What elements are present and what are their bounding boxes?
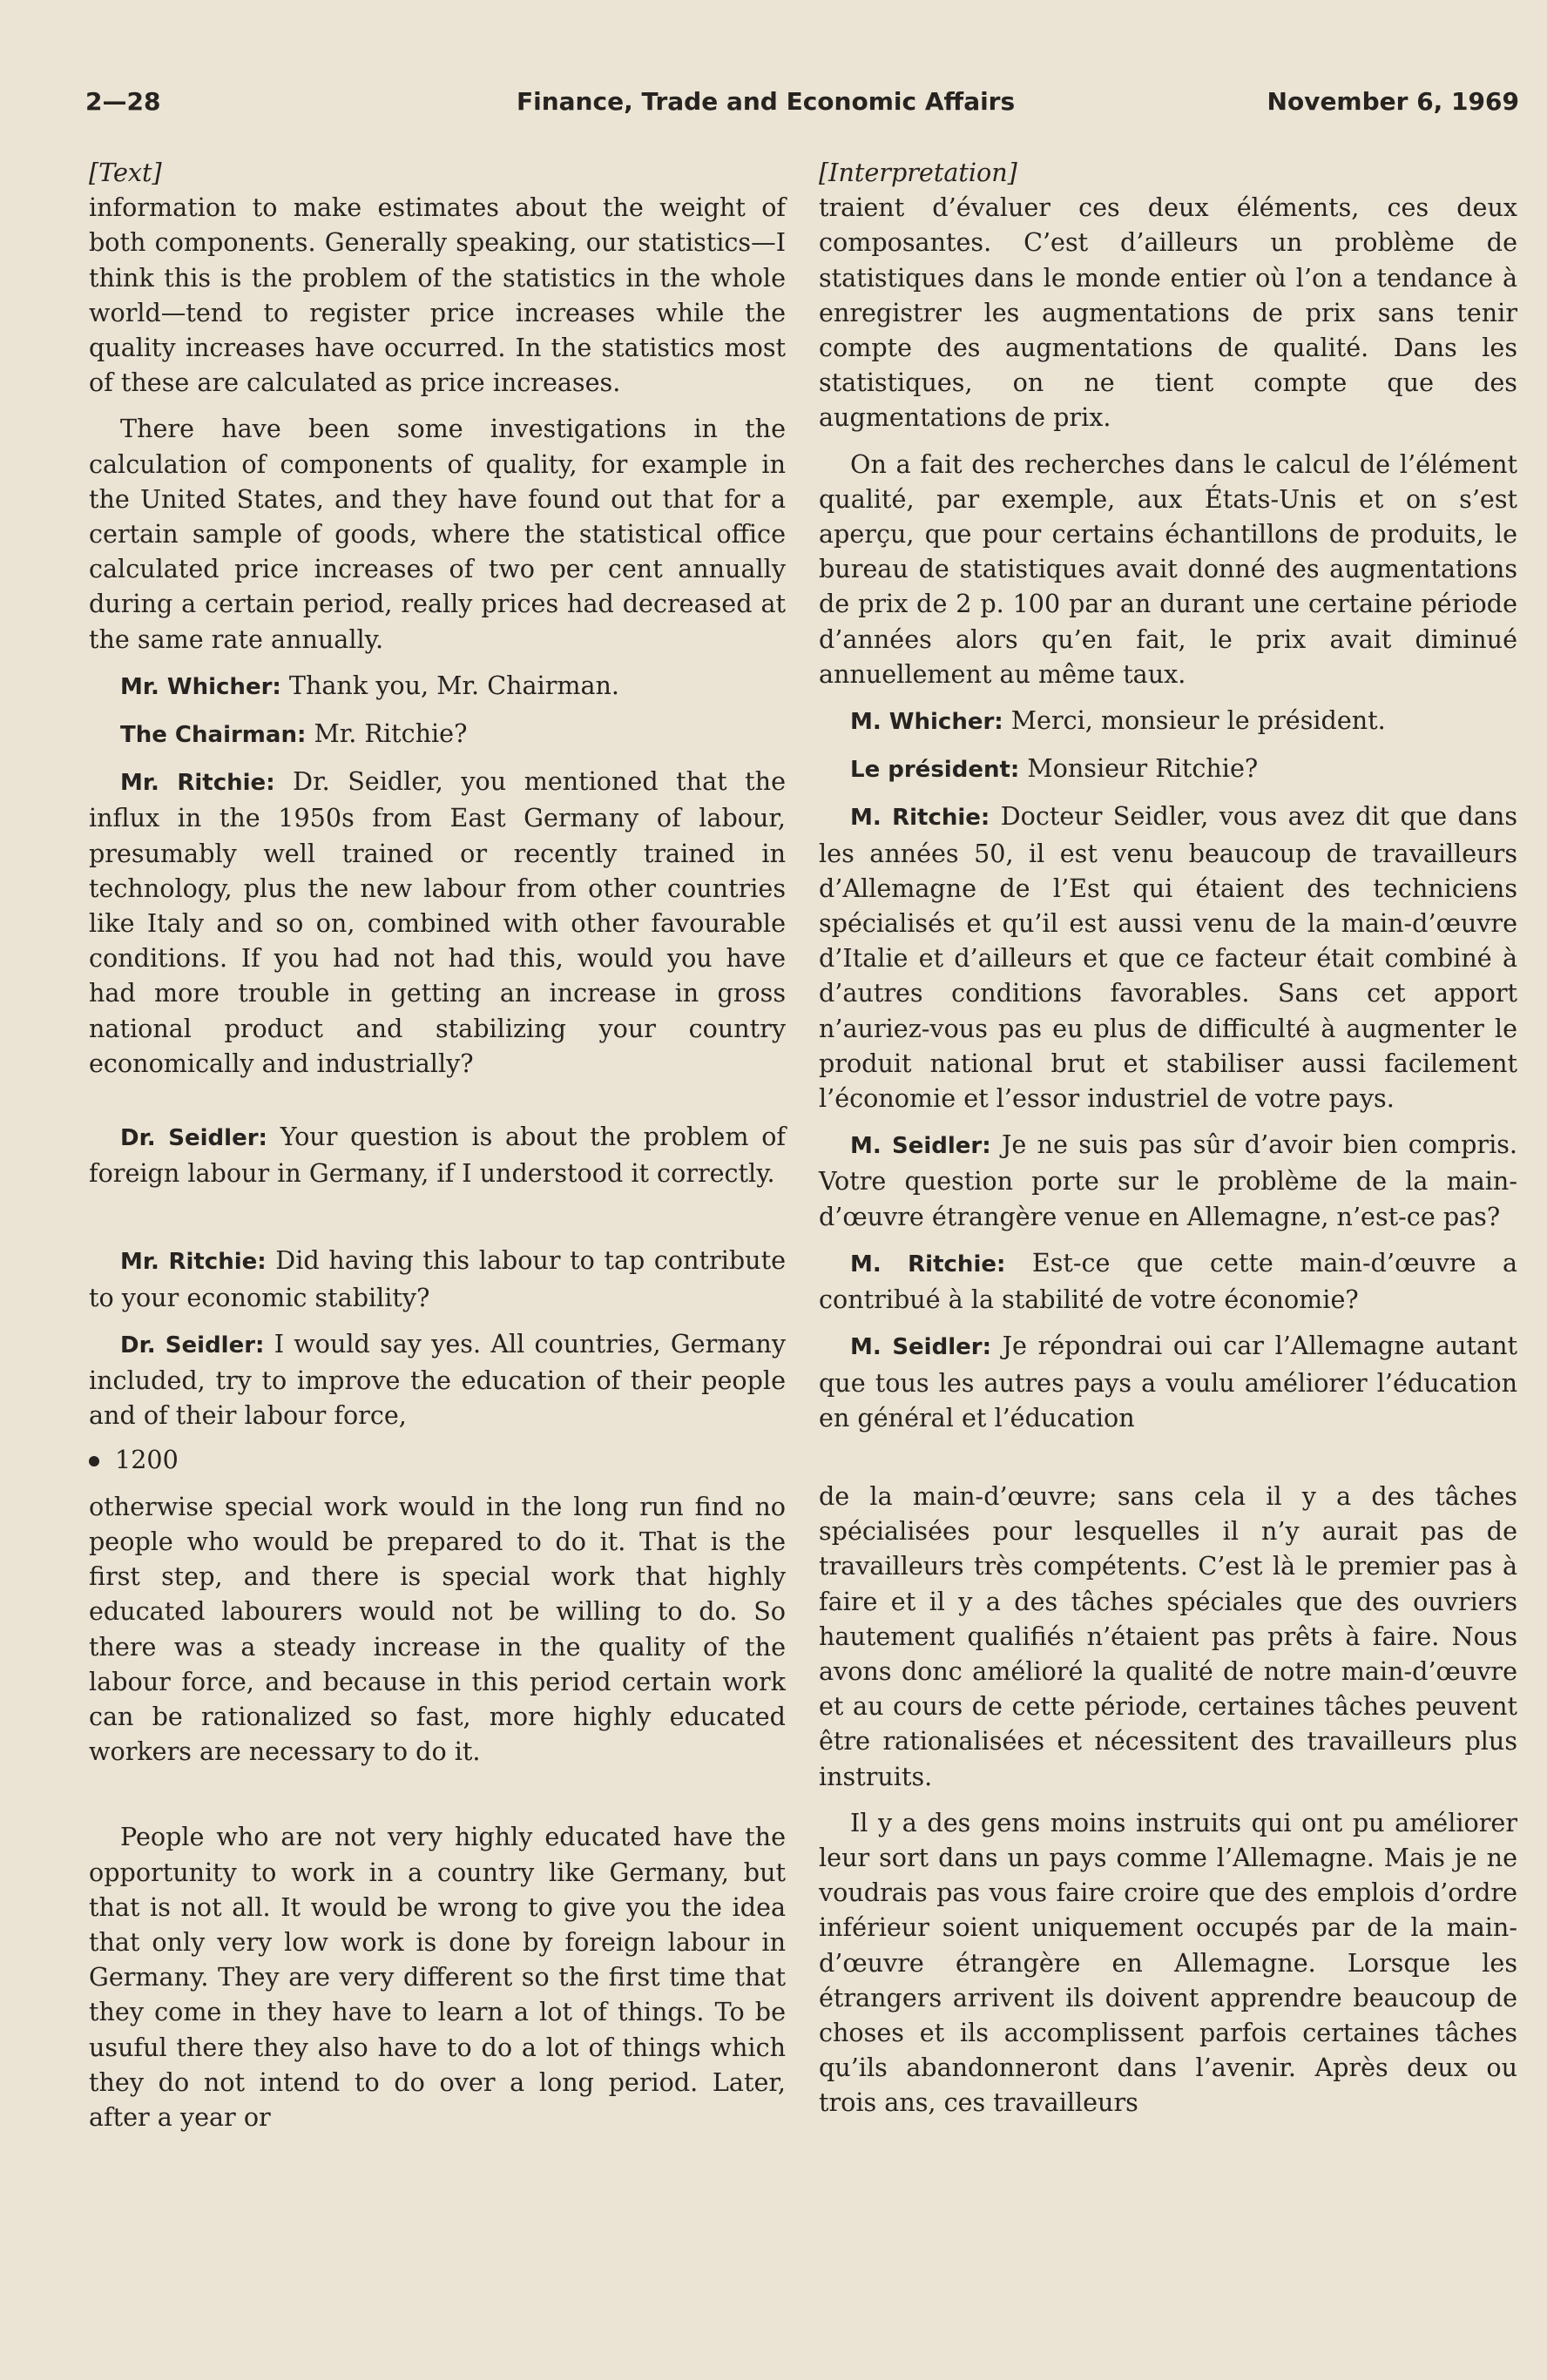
speaker-paragraph: [819, 751, 1517, 787]
speaker-name: M. Seidler:: [850, 1133, 991, 1160]
journal-title: Finance, Trade and Economic Affairs: [517, 87, 1016, 116]
column-label: [Interpretation]: [819, 158, 1017, 187]
bullet-icon: [89, 1456, 99, 1466]
french-text-column: [819, 155, 1517, 2132]
speech-text: Thank you, Mr. Chairman.: [288, 670, 620, 700]
paragraph: There have been some investigations in the calculation of components of quality, for example in the United States, and they have found out that for a certain sample of goods, where the statistical office calculated price increases of two per cent annually during a certain period, really prices had decreased at the same rate annually.: [89, 414, 786, 654]
speech-text: Docteur Seidler, vous avez dit que dans les années 50, il est venu beaucoup de travailleurs d’Allemagne de l’Est qui étaient des techniciens spécialisés et qu’il est aussi venu de la main-d’œuvre d’Italie et d’ailleurs et que ce facteur était combiné à d’autres conditions favorables. Sans cet apport n’auriez-vous pas eu plus de difficulté à augmenter le produit national brut et stabiliser aussi facilement l’économie et l’essor industriel de votre pays.: [819, 801, 1517, 1114]
speaker-paragraph: [89, 668, 786, 705]
speaker-paragraph: [89, 1326, 786, 1433]
speaker-paragraph: [819, 1245, 1517, 1317]
speech-text: Your question is about the problem of foreign labour in Germany, if I understood it correctly.: [89, 1122, 786, 1189]
paragraph: information to make estimates about the weight of both components. Generally speaking, our statistics—I think this is the problem of the statistics in the whole world—tend to register price increases while the quality increases have occurred. In the statistics most of these are calculated as price increases.: [89, 192, 786, 398]
speech-text: Did having this labour to tap contribute to your economic stability?: [89, 1245, 786, 1312]
speaker-paragraph: [89, 716, 786, 752]
page-number: 2—28: [85, 87, 161, 116]
paragraph: On a fait des recherches dans le calcul de l’élément qualité, par exemple, aux États-Unis et on s’est aperçu, que pour certains échantillons de produits, le bureau de statistiques avait donné des augmentations de prix de 2 p. 100 par an durant une certaine période d’années alors qu’en fait, le prix avait diminué annuellement au même taux.: [819, 448, 1517, 689]
speaker-name: Dr. Seidler:: [120, 1125, 267, 1152]
speech-text: Mr. Ritchie?: [314, 718, 468, 749]
speaker-name: Mr. Ritchie:: [120, 1249, 267, 1276]
column-label: [Text]: [89, 158, 162, 187]
speaker-name: M. Ritchie:: [850, 805, 990, 832]
paragraph: People who are not very highly educated have the opportunity to work in a country like Germany, but that is not all. It would be wrong to give you the idea that only very low work is done by foreign labour in Germany. They are very different so the first time that they come in they have to learn a lot of things. To be usuful there they also have to do a lot of things which they do not intend to do over a long period. Later, after a year or: [89, 1822, 786, 2132]
issue-date: November 6, 1969: [1267, 87, 1519, 116]
english-text-column: [89, 155, 786, 2146]
speech-text: I would say yes. All countries, Germany included, try to improve the education of their people and of their labour force,: [89, 1328, 786, 1431]
speaker-paragraph: [89, 764, 786, 1081]
speaker-name: Mr. Whicher:: [120, 673, 281, 700]
speaker-name: The Chairman:: [120, 722, 307, 749]
speaker-name: M. Ritchie:: [850, 1251, 1006, 1278]
speaker-paragraph: [819, 1328, 1517, 1435]
speech-text: Est-ce que cette main-d’œuvre a contribué à la stabilité de votre économie?: [819, 1247, 1517, 1315]
paragraph: Il y a des gens moins instruits qui ont pu améliorer leur sort dans un pays comme l’Allemagne. Mais je ne voudrais pas vous faire croire que des emplois d’ordre inférieur soient uniquement occupés par de la main-d’œuvre étrangère en Allemagne. Lorsque les étrangers arrivent ils doivent apprendre beaucoup de choses et ils accomplissent parfois certaines tâches qu’ils abandonneront dans l’avenir. Après deux ou trois ans, ces travailleurs: [819, 1807, 1517, 2118]
paragraph: otherwise special work would in the long run find no people who would be prepared to do it. That is the first step, and there is special work that highly educated labourers would not be willing to do. So there was a steady increase in the quality of the labour force, and because in this period certain work can be rationalized so fast, more highly educated workers are necessary to do it.: [89, 1491, 786, 1767]
speaker-name: Le président:: [850, 757, 1020, 784]
speaker-name: M. Seidler:: [850, 1334, 991, 1361]
speech-text: Dr. Seidler, you mentioned that the influx in the 1950s from East Germany of labour, presumably well trained or recently trained in technology, plus the new labour from other countries like Italy and so on, combined with other favourable conditions. If you had not had this, would you have had more trouble in getting an increase in gross national product and stabilizing your country economically and industrially?: [89, 766, 786, 1078]
speaker-paragraph: [819, 703, 1517, 739]
speaker-paragraph: [89, 1119, 786, 1190]
speech-text: Je répondrai oui car l’Allemagne autant que tous les autres pays a voulu améliorer l’éducation en général et l’éducation: [819, 1331, 1517, 1433]
speaker-paragraph: [819, 799, 1517, 1116]
speaker-paragraph: [819, 1127, 1517, 1234]
speech-text: Merci, monsieur le président.: [1010, 705, 1386, 736]
speech-text: Monsieur Ritchie?: [1027, 753, 1259, 784]
paragraph: de la main-d’œuvre; sans cela il y a des tâches spécialisées pour lesquelles il n’y aurait pas de travailleurs très compétents. C’est là le premier pas à faire et il y a des tâches spéciales que des ouvriers hautement qualifiés n’étaient pas prêts à faire. Nous avons donc amélioré la qualité de notre main-d’œuvre et au cours de cette période, certaines tâches peuvent être rationalisées et nécessitent des travailleurs plus instruits.: [819, 1480, 1517, 1791]
page-header: [85, 87, 1519, 131]
speaker-paragraph: [89, 1243, 786, 1314]
speaker-name: M. Whicher:: [850, 709, 1003, 736]
speech-text: Je ne suis pas sûr d’avoir bien compris. Votre question porte sur le problème de la main-d’œuvre étrangère venue en Allemagne, n’est-ce pas?: [819, 1129, 1518, 1231]
speaker-name: Dr. Seidler:: [120, 1332, 265, 1359]
time-marker: [89, 1442, 786, 1477]
speaker-name: Mr. Ritchie:: [120, 770, 275, 797]
time-marker-value: 1200: [115, 1444, 179, 1474]
paragraph: traient d’évaluer ces deux éléments, ces deux composantes. C’est d’ailleurs un problème de statistiques dans le monde entier où l’on a tendance à enregistrer les augmentations de prix sans tenir compte des augmentations de qualité. Dans les statistiques, on ne tient compte que des augmentations de prix.: [819, 192, 1517, 433]
